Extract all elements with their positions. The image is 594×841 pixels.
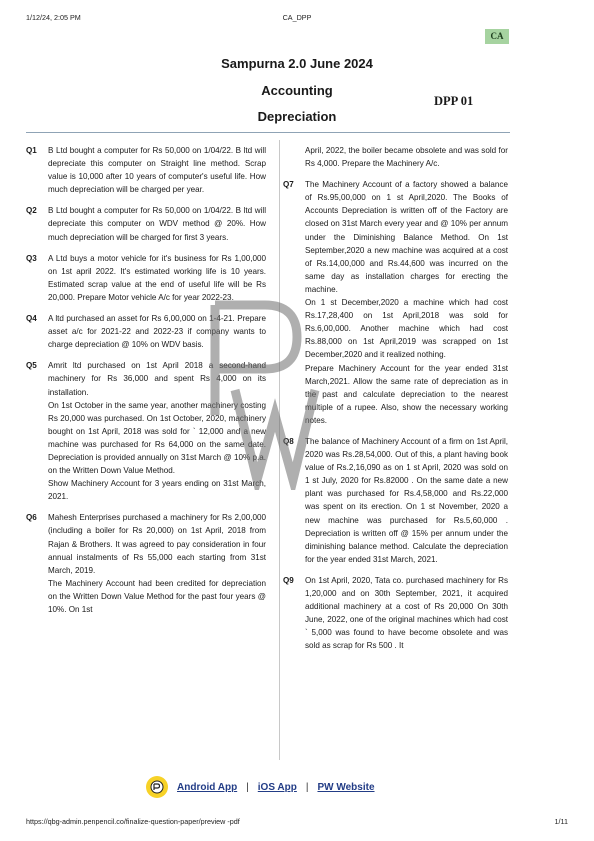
left-column (26, 144, 266, 624)
pw-website-link[interactable]: PW Website (317, 781, 375, 793)
print-datetime: 1/12/24, 2:05 PM (26, 13, 81, 22)
physics-wallah-logo-icon (146, 776, 168, 798)
question-q6 (26, 511, 266, 616)
question-paragraph: The Machinery Account had been credited for depreciation on the Written Down Value Method for the past four years @ 10%. On 1st (48, 578, 266, 614)
chapter-title: Depreciation (257, 109, 337, 124)
print-url: https://qbg-admin.penpencil.co/finalize-question-paper/preview -pdf (26, 817, 240, 826)
question-paragraph: Amrit ltd purchased on 1st April 2018 a second-hand machinery for Rs 36,000 and spent Rs 4,000 on its installation. (48, 361, 266, 397)
question-q6-continued (283, 144, 508, 170)
question-number: Q5 (26, 361, 37, 371)
question-text: The balance of Machinery Account of a firm on 1st April, 2020 was Rs.28,54,000. Out of this, a plant having book value of Rs.2,16,090 as on 1 st April, 2020 was sold on 1 st July, 2020 for Rs.82000 . On the same date a new plant was purchased for Rs.4,58,000 and Rs.22,000 was spent on its erection. On 1 st November, 2020 a new machine was purchased for Rs.5,60,000 . Depreciation is written off @ 15% per annum under the diminishing balance method. Calculate the depreciation for the year ended 31st March, 2021. (305, 436, 508, 564)
question-number: Q2 (26, 206, 37, 216)
question-paragraph: On 1 st December,2020 a machine which had cost Rs.17,28,400 on 1st April,2018 was sold for Rs.6,00,000. Another machine which had cost Rs.88,000 on 1st April,2019 was scrapped on 1st December,2020 and it realized nothing. (305, 298, 508, 360)
question-text: B Ltd bought a computer for Rs 50,000 on 1/04/22. B ltd will depreciate this computer on Straight line method. Scrap value is 10,000 after 10 years of computer's useful life. How much depreciation will be charged per year. (48, 146, 266, 195)
subject-title: Accounting (261, 83, 333, 98)
question-paragraph: On 1st October in the same year, another machinery costing Rs 20,000 was purchased. On 1st October, 2020, machinery bought on 1st April, 2018 was sold for ` 12,000 and a new machine was purchased for Rs 64,000 on the same date. Depreciation is provided annually on 31st March @ 10% p.a. on the Written Down Value Method. (48, 400, 266, 476)
question-text: On 1st April, 2020, Tata co. purchased machinery for Rs 1,20,000 and on 30th September, 2021, it acquired additional machinery at a cost of Rs 20,000 On 30th June, 2022, one of the original machines which had cost ` 5,000 was found to have become obsolete and was sold as scrap for Rs 500 . It (305, 575, 508, 651)
question-text: A Ltd buys a motor vehicle for it's business for Rs 1,00,000 on 1st april 2022. It's estimated working life is 10 years. Estimated scrap value at the end of useful life will be Rs 20,000. Prepare Motor vehicle A/c for year 2022-23. (48, 253, 266, 302)
footer-links (146, 776, 375, 798)
question-paragraph: Prepare Machinery Account for the year ended 31st March,2021. Allow the same rate of depreciation as in the past and calculate depreciation to the nearest multiple of a rupee. Also, show the necessary working notes. (305, 363, 508, 425)
ca-badge: CA (485, 29, 509, 44)
question-number: Q9 (283, 575, 294, 585)
question-q3 (26, 252, 266, 304)
paper-title: Sampurna 2.0 June 2024 (221, 56, 373, 71)
question-number: Q4 (26, 314, 37, 324)
question-q9 (283, 574, 508, 653)
link-separator: | (305, 781, 309, 793)
question-paragraph: The Machinery Account of a factory showed a balance of Rs.95,00,000 on 1 st April,2020. The Books of Accounts Depreciation is written off of the Factory are closed on 31st March every year and @ 10% per annum under the Diminishing Balance Method. On 1st September,2020 a new machine was acquired at a cost of Rs.14,00,000 and Rs.44,600 was incurred on the same day as installation charges for erecting the machine. (305, 180, 508, 294)
right-column (283, 144, 508, 660)
question-q5 (26, 359, 266, 503)
column-divider (279, 140, 280, 760)
link-separator: | (246, 781, 249, 793)
question-number: Q7 (283, 180, 294, 190)
question-text: A ltd purchased an asset for Rs 6,00,000 on 1-4-21. Prepare asset a/c for 2021-22 and 2022-23 if company wants to charge depreciation @ 10% on WDV basis. (48, 314, 266, 350)
question-q2 (26, 204, 266, 243)
question-paragraph: Mahesh Enterprises purchased a machinery for Rs 2,00,000 (including a boiler for Rs 20,000) on 1st April, 2018 from Rajan & Brothers. It was agreed to pay consideration in four annual instalments of Rs 55,000 each starting from 31st March, 2019. (48, 513, 266, 575)
question-q1 (26, 144, 266, 196)
print-tab-title: CA_DPP (282, 13, 312, 22)
question-q8 (283, 435, 508, 566)
question-q4 (26, 312, 266, 351)
question-q7 (283, 178, 508, 427)
question-text: B Ltd bought a computer for Rs 50,000 on 1/04/22. B ltd will depreciate this computer on WDV method @ 20%. How much depreciation will be charged for first 3 years. (48, 206, 266, 242)
browser-print-header (26, 13, 568, 23)
android-app-link[interactable]: Android App (177, 781, 238, 793)
ios-app-link[interactable]: iOS App (257, 781, 297, 793)
question-paragraph: Show Machinery Account for 3 years ending on 31st March, 2021. (48, 479, 266, 502)
dpp-label: DPP 01 (434, 94, 474, 108)
header-divider (26, 132, 510, 133)
question-number: Q1 (26, 146, 37, 155)
question-number: Q8 (283, 436, 294, 446)
question-number: Q6 (26, 513, 37, 523)
question-number: Q3 (26, 253, 37, 263)
question-text: April, 2022, the boiler became obsolete and was sold for Rs 4,000. Prepare the Machinery A/c. (305, 146, 508, 169)
print-page-indicator: 1/11 (554, 817, 568, 826)
